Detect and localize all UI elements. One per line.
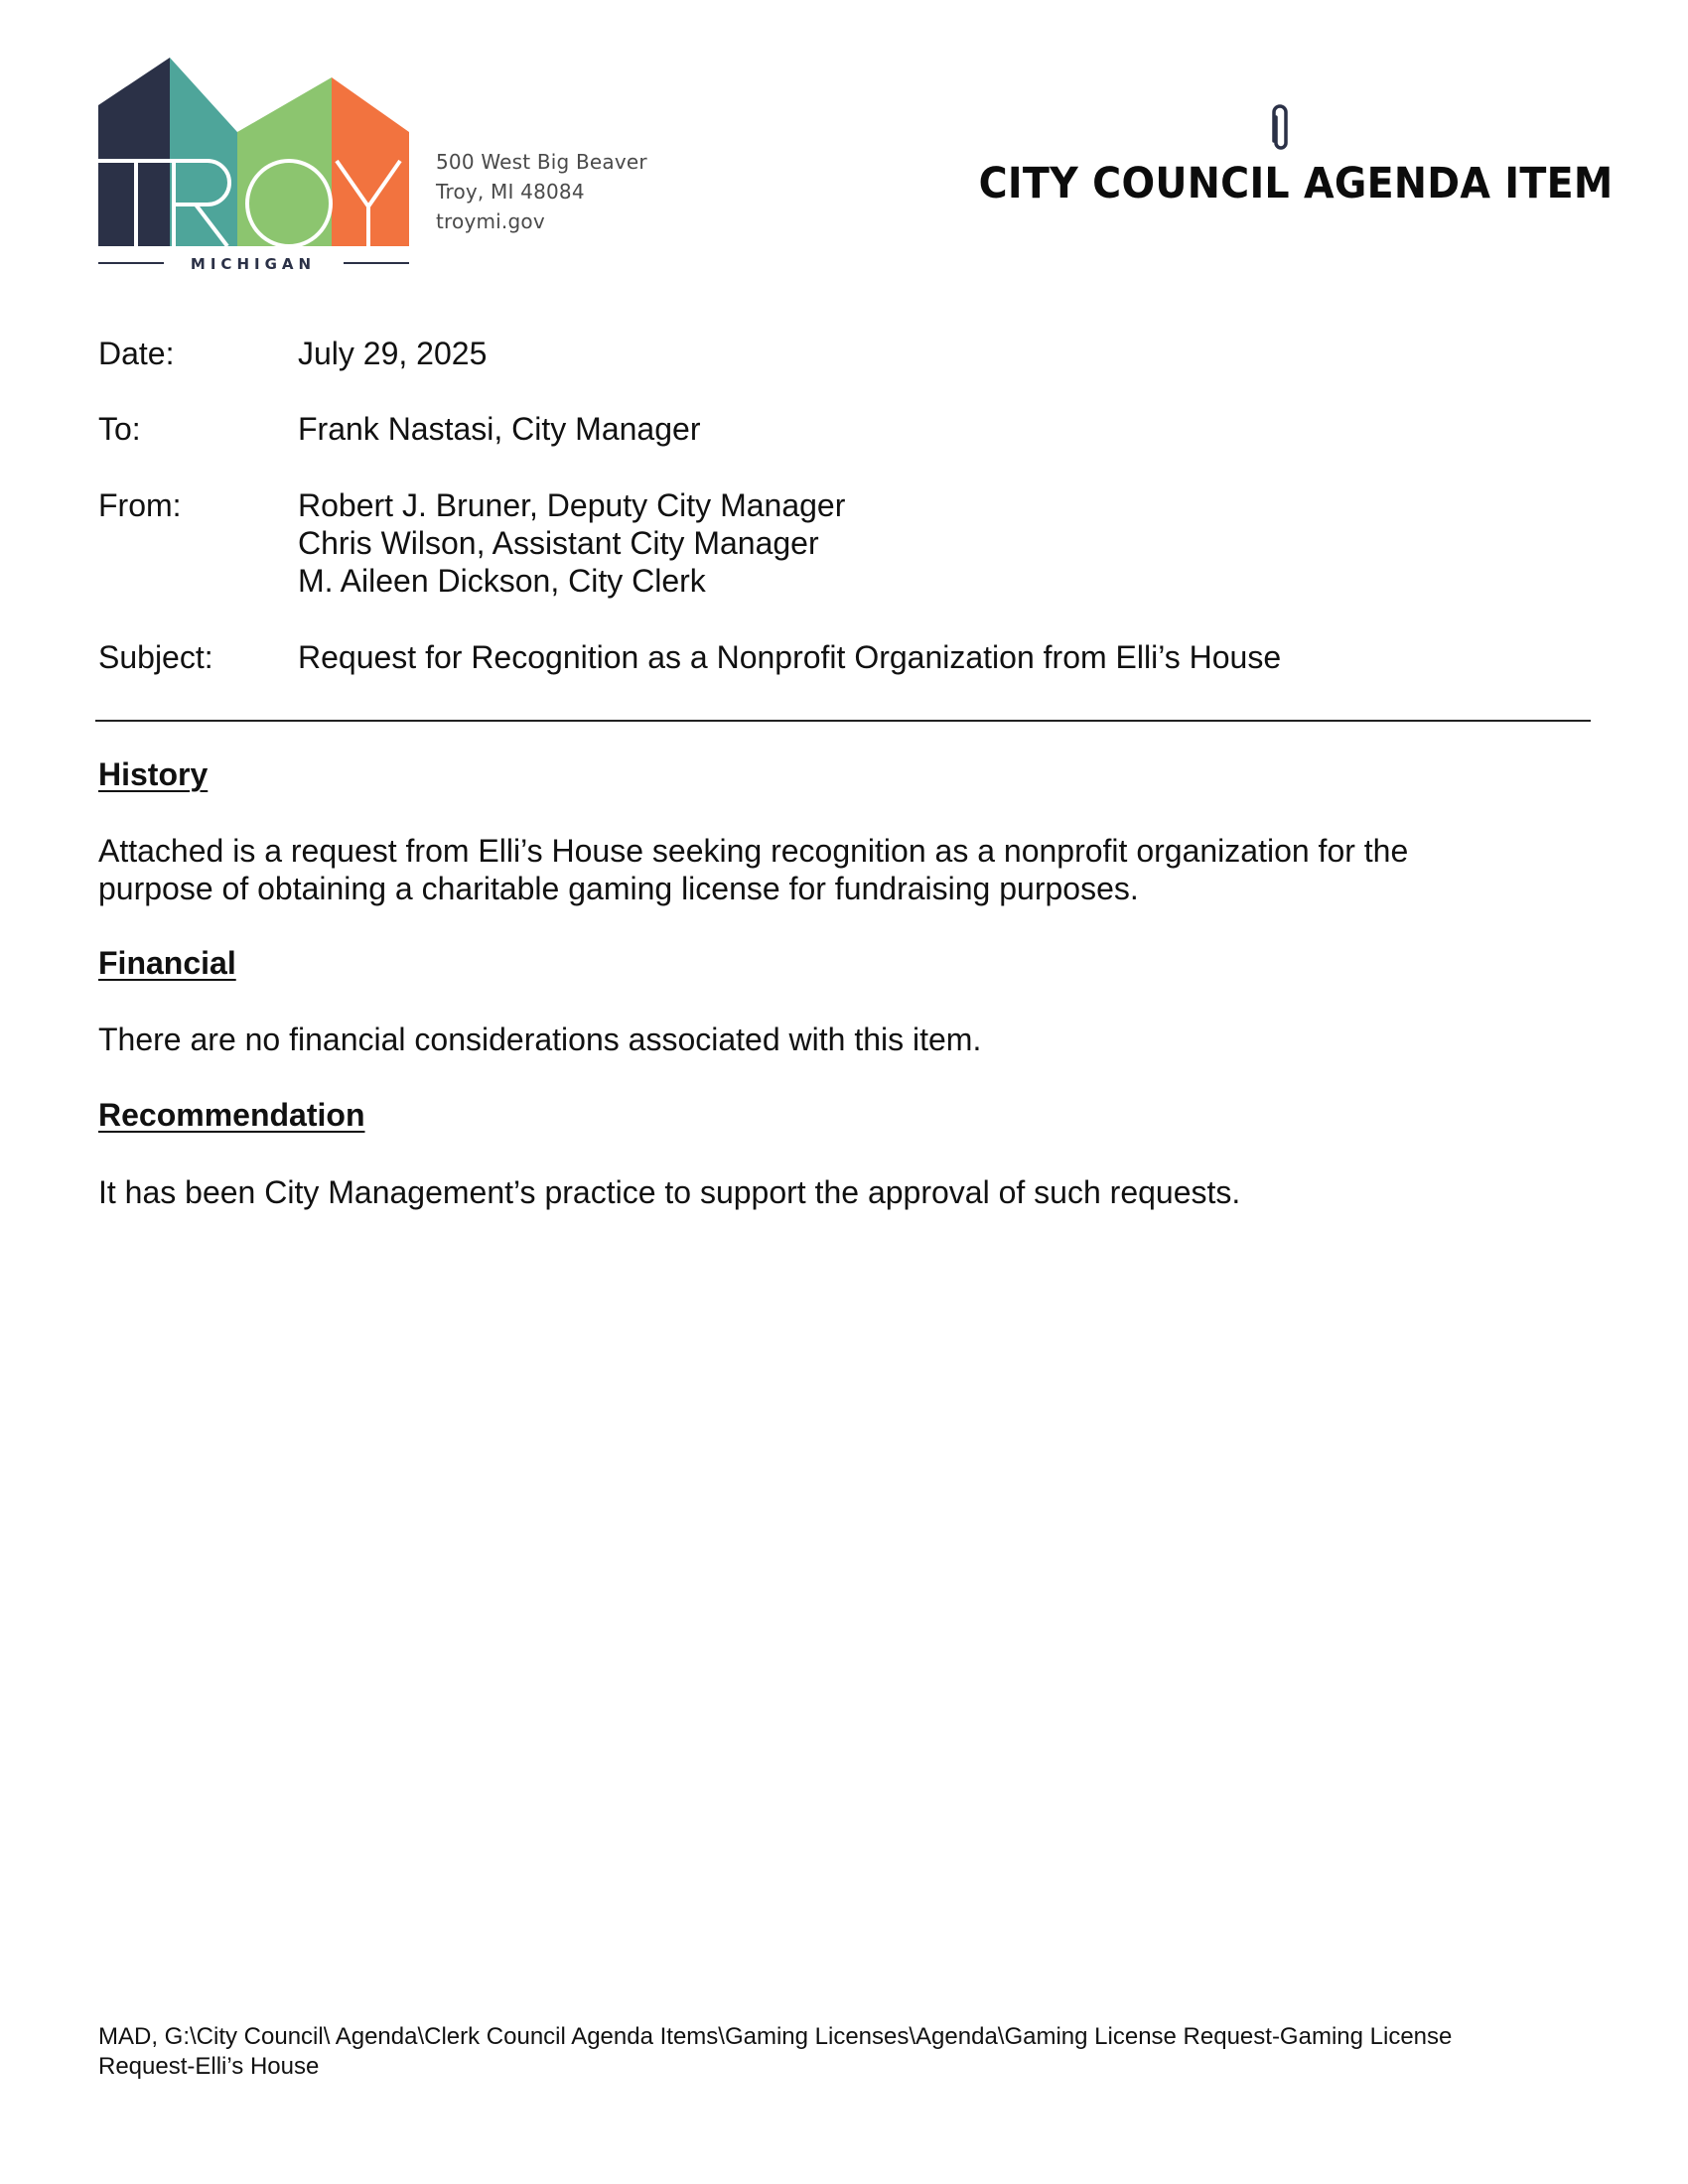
history-heading: History: [98, 756, 209, 792]
date-label: Date:: [98, 336, 175, 371]
to-label: To:: [98, 411, 141, 447]
date-value: July 29, 2025: [298, 336, 488, 371]
history-line-1: Attached is a request from Elli’s House seeking recognition as a nonprofit organization for the: [98, 833, 1409, 869]
logo-subtext: MICHIGAN: [190, 255, 317, 271]
to-value: Frank Nastasi, City Manager: [298, 411, 701, 447]
footer-line-1: MAD, G:\City Council\ Agenda\Clerk Council Agenda Items\Gaming Licenses\Agenda\Gaming License Request-Gaming License: [98, 2023, 1453, 2050]
address-line-1: 500 West Big Beaver: [436, 150, 647, 174]
paperclip-icon[interactable]: [1269, 103, 1291, 153]
troy-logo: [98, 58, 409, 271]
subject-value: Request for Recognition as a Nonprofit Organization from Elli’s House: [298, 639, 1282, 675]
history-paragraph: [98, 832, 1608, 907]
address-line-2: Troy, MI 48084: [436, 180, 585, 204]
financial-paragraph: There are no financial considerations associated with this item.: [98, 1022, 982, 1057]
address-block: [436, 147, 647, 236]
file-path-footer: [98, 2022, 1608, 2082]
from-label: From:: [98, 487, 182, 523]
divider: [95, 720, 1591, 722]
history-line-2: purpose of obtaining a charitable gaming license for fundraising purposes.: [98, 871, 1139, 906]
from-value-2: Chris Wilson, Assistant City Manager: [298, 525, 819, 561]
document-title: CITY COUNCIL AGENDA ITEM: [978, 159, 1614, 208]
financial-heading: Financial: [98, 945, 236, 981]
recommendation-paragraph: It has been City Management’s practice to support the approval of such requests.: [98, 1174, 1241, 1210]
website-link[interactable]: troymi.gov: [436, 209, 545, 233]
from-value-3: M. Aileen Dickson, City Clerk: [298, 563, 706, 599]
recommendation-heading: Recommendation: [98, 1097, 365, 1133]
subject-label: Subject:: [98, 639, 213, 675]
from-value-1: Robert J. Bruner, Deputy City Manager: [298, 487, 846, 523]
footer-line-2: Request-Elli’s House: [98, 2053, 320, 2080]
